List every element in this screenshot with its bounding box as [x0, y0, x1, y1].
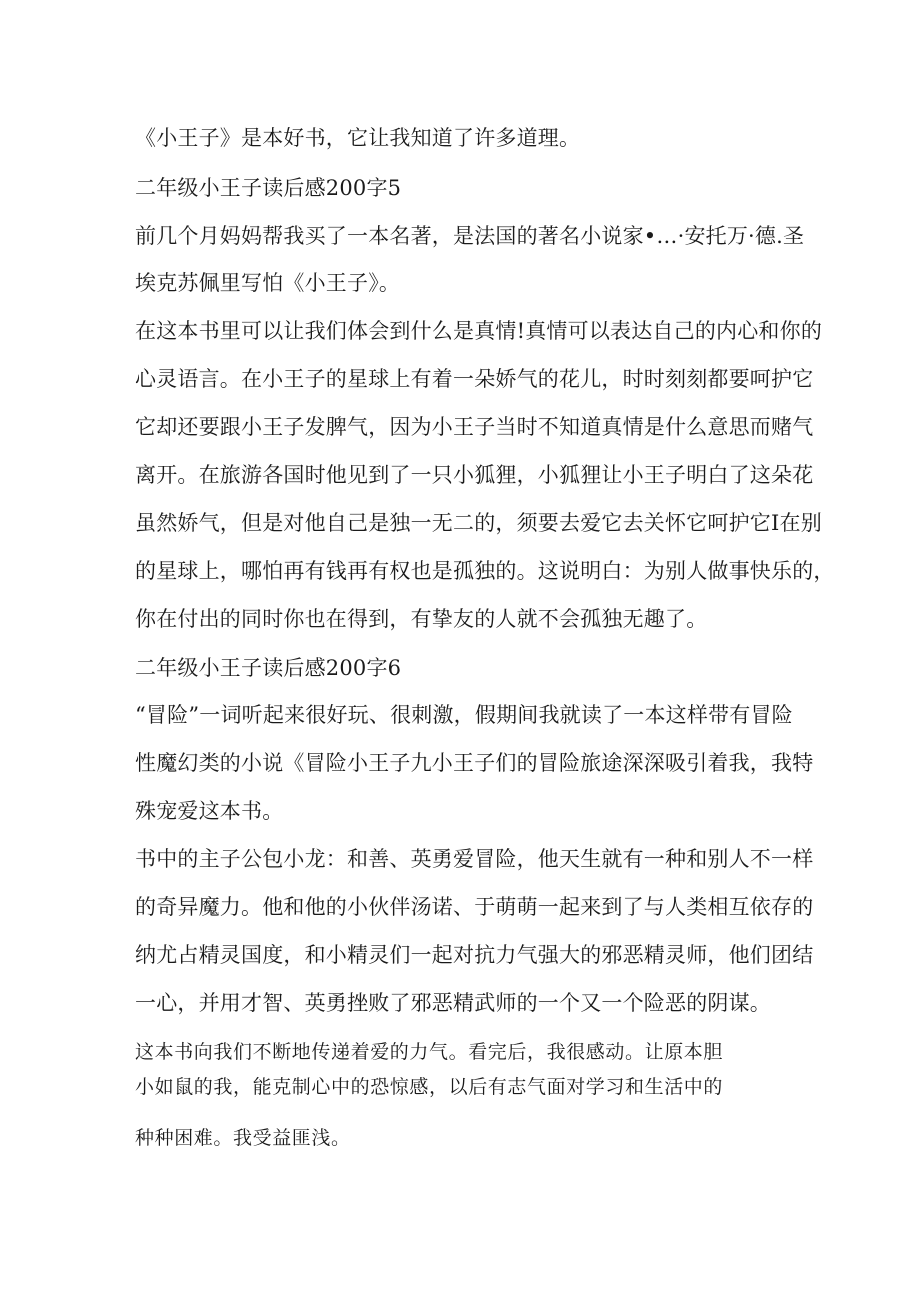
text-line: “冒险”一词听起来很好玩、很刺激，假期间我就读了一本这样带有冒险: [135, 703, 793, 727]
text-line: 虽然娇气，但是对他自己是独一无二的，须要去爱它去关怀它呵护它I在别: [135, 511, 822, 535]
text-line: 纳尤占精灵国度，和小精灵们一起对抗力气强大的邪恶精灵师，他们团结: [135, 943, 814, 967]
text-line: 这本书向我们不断地传递着爱的力气。看完后，我很感动。让原本胆: [135, 1041, 724, 1063]
text-line: 殊宠爱这本书。: [135, 799, 284, 823]
text-line: 前几个月妈妈帮我买了一本名著，是法国的著名小说家•…·安托万·德.圣: [135, 224, 805, 248]
text-line: 种种困难。我受益匪浅。: [135, 1127, 351, 1149]
section-heading: 二年级小王子读后感200字5: [135, 176, 402, 200]
text-line: 你在付出的同时你也在得到，有挚友的人就不会孤独无趣了。: [135, 607, 708, 631]
text-line: 它却还要跟小王子发脾气，因为小王子当时不知道真情是什么意思而赌气: [135, 415, 814, 439]
text-line: 《小王子》是本好书，它让我知道了许多道理。: [135, 126, 581, 150]
text-line: 的奇异魔力。他和他的小伙伴汤诺、于萌萌一起来到了与人类相互依存的: [135, 895, 814, 919]
text-line: 一心，并用才智、英勇挫败了邪恶精武师的一个又一个险恶的阴谋。: [135, 991, 771, 1015]
text-line: 性魔幻类的小说《冒险小王子九小王子们的冒险旅途深深吸引着我，我特: [135, 751, 814, 775]
text-line: 埃克苏佩里写怕《小王子》。: [135, 271, 401, 295]
text-line: 心灵语言。在小王子的星球上有着一朵娇气的花儿，时时刻刻都要呵护它: [135, 367, 814, 391]
text-line: 在这本书里可以让我们体会到什么是真情!真情可以表达自己的内心和你的: [135, 319, 823, 343]
text-line: 书中的主子公包小龙：和善、英勇爱冒险，他天生就有一种和别人不一样: [135, 847, 814, 871]
text-line: 离开。在旅游各国时他见到了一只小狐狸，小狐狸让小王子明白了这朵花: [135, 463, 814, 487]
section-heading: 二年级小王子读后感200字6: [135, 656, 402, 680]
text-line: 的星球上，哪怕再有钱再有权也是孤独的。这说明白：为别人做事快乐的，: [135, 559, 835, 583]
text-line: 小如鼠的我，能克制心中的恐惊感，以后有志气面对学习和生活中的: [135, 1076, 724, 1098]
